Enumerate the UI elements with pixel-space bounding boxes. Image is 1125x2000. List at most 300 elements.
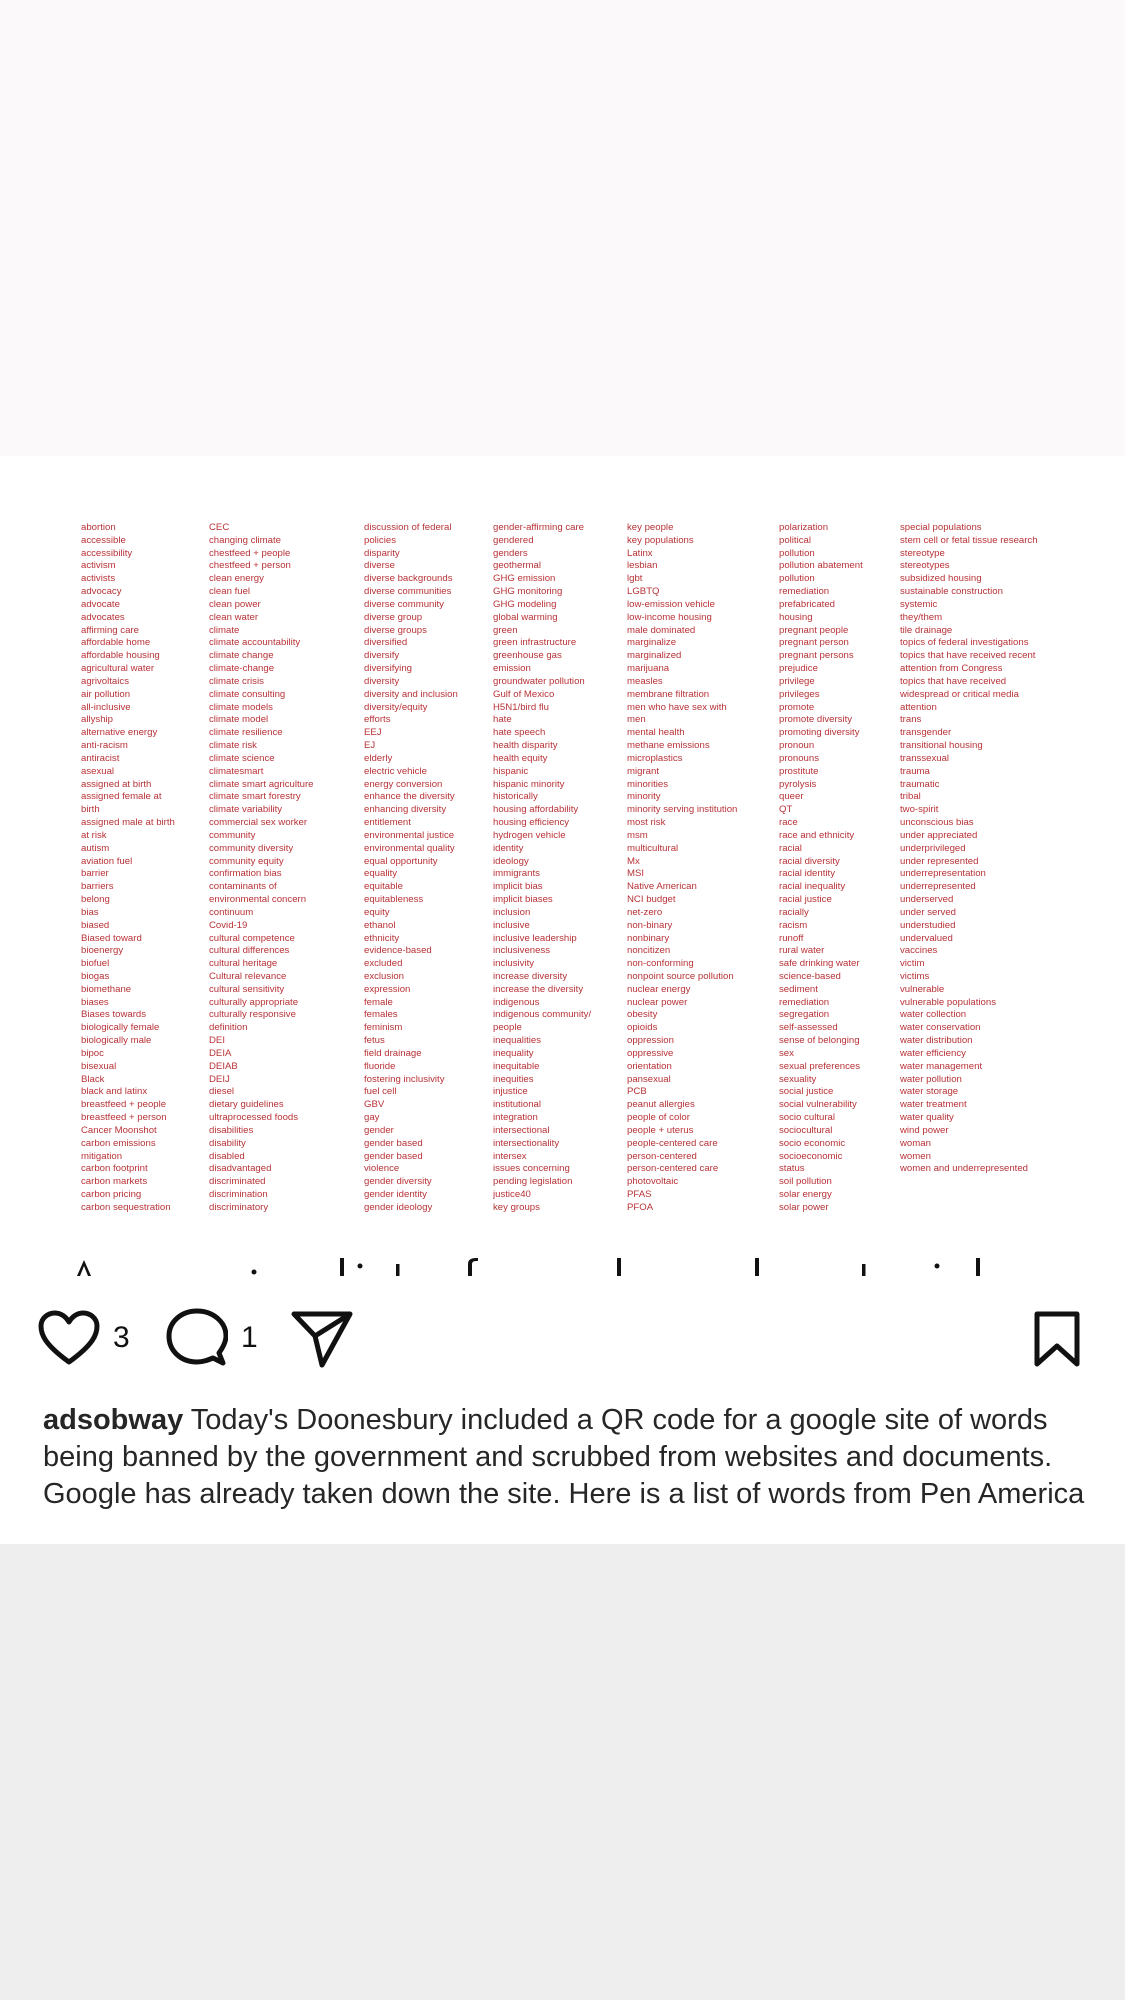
banned-word: non-binary — [627, 919, 673, 931]
banned-word: gendered — [493, 534, 534, 546]
banned-word: socioeconomic — [779, 1150, 843, 1162]
banned-word: PFOA — [627, 1201, 654, 1213]
banned-word: carbon footprint — [81, 1163, 148, 1175]
banned-word: nonpoint source pollution — [627, 970, 734, 982]
banned-word: gender-affirming care — [493, 522, 585, 533]
banned-word: DEI — [209, 1035, 225, 1047]
banned-word: indigenous — [493, 996, 540, 1008]
banned-word: increase diversity — [493, 970, 568, 982]
username-link[interactable]: adsobway — [43, 1404, 184, 1436]
banned-word: advocates — [81, 611, 125, 623]
banned-word: water distribution — [900, 1035, 973, 1047]
banned-word: affirming care — [81, 624, 139, 636]
banned-word: inclusiveness — [493, 945, 551, 957]
banned-word: equal opportunity — [364, 855, 438, 867]
comment-bubble-icon[interactable] — [166, 1308, 228, 1368]
banned-word: continuum — [209, 906, 254, 918]
banned-word: Black — [81, 1073, 105, 1085]
banned-word: sexual preferences — [779, 1060, 861, 1072]
banned-word: key people — [627, 522, 674, 533]
banned-word: photovoltaic — [627, 1176, 679, 1188]
banned-word: racial identity — [779, 868, 835, 880]
banned-word: female — [364, 996, 393, 1008]
banned-word: biomethane — [81, 983, 132, 995]
banned-word: equitableness — [364, 894, 424, 906]
banned-word: racial justice — [779, 894, 832, 906]
banned-word: key groups — [493, 1201, 540, 1213]
banned-word: queer — [779, 791, 804, 803]
banned-word: housing efficiency — [493, 817, 570, 829]
banned-word: issues concerning — [493, 1163, 570, 1175]
banned-word: underprivileged — [900, 842, 966, 854]
banned-word: marijuana — [627, 663, 670, 675]
banned-word: institutional — [493, 1099, 541, 1111]
banned-word: DEIJ — [209, 1073, 230, 1085]
banned-word: environmental concern — [209, 894, 307, 906]
banned-word: housing — [779, 611, 813, 623]
banned-word: mental health — [627, 727, 685, 739]
banned-word: promote diversity — [779, 714, 853, 726]
banned-word: activism — [81, 560, 116, 572]
banned-word: self-assessed — [779, 1022, 838, 1034]
word-column-6 — [779, 522, 863, 1215]
word-column-7 — [900, 522, 1038, 1176]
banned-word: biased — [81, 919, 110, 931]
caption-text: Today's Doonesbury included a QR code for a google site of words being banned by the government and scrubbed from websites and documents. Google has already taken down the site. Here is a list of words from Pen America — [43, 1404, 1085, 1510]
banned-word: carbon pricing — [81, 1189, 142, 1201]
banned-word: cultural differences — [209, 945, 290, 957]
banned-word: ethnicity — [364, 932, 400, 944]
banned-word: GHG emission — [493, 573, 556, 585]
banned-word: H5N1/bird flu — [493, 701, 549, 713]
banned-word: asexual — [81, 765, 115, 777]
banned-word: pronoun — [779, 740, 815, 752]
banned-word: pollution — [779, 573, 815, 585]
banned-word: dietary guidelines — [209, 1099, 284, 1111]
banned-word: affordable housing — [81, 650, 160, 662]
bookmark-icon[interactable] — [1033, 1310, 1081, 1368]
banned-word: LGBTQ — [627, 586, 660, 598]
banned-word: diverse backgrounds — [364, 573, 453, 585]
banned-word: pyrolysis — [779, 778, 817, 790]
banned-word: housing affordability — [493, 804, 579, 816]
banned-word: non-conforming — [627, 958, 694, 970]
banned-word: greenhouse gas — [493, 650, 562, 662]
banned-word: genders — [493, 547, 528, 559]
banned-word: political — [779, 534, 811, 546]
banned-word: men — [627, 714, 646, 726]
paper-plane-icon[interactable] — [290, 1309, 354, 1369]
banned-word: bisexual — [81, 1060, 117, 1072]
banned-word: sense of belonging — [779, 1035, 860, 1047]
banned-word: nuclear energy — [627, 983, 691, 995]
banned-word: all-inclusive — [81, 701, 131, 713]
banned-word: systemic — [900, 598, 938, 610]
banned-word: inclusive leadership — [493, 932, 577, 944]
banned-word: gender — [364, 1124, 394, 1136]
banned-word: victim — [900, 958, 925, 970]
like-count: 3 — [113, 1321, 130, 1354]
banned-word: climate resilience — [209, 727, 283, 739]
banned-word: discussion of federal — [364, 522, 452, 533]
banned-word: nonbinary — [627, 932, 670, 944]
banned-word: Cultural relevance — [209, 970, 287, 982]
banned-word: climate smart agriculture — [209, 778, 314, 790]
banned-word: assigned at birth — [81, 778, 152, 790]
banned-word: biofuel — [81, 958, 110, 970]
banned-word: remediation — [779, 586, 830, 598]
banned-word: topics that have received — [900, 675, 1007, 687]
banned-word: climate change — [209, 650, 274, 662]
banned-word: assigned male at birth — [81, 817, 175, 829]
banned-word: contaminants of — [209, 881, 277, 893]
banned-word: advocacy — [81, 586, 122, 598]
banned-word: most risk — [627, 817, 666, 829]
banned-word: hispanic minority — [493, 778, 565, 790]
banned-word: microplastics — [627, 752, 683, 764]
banned-word: violence — [364, 1163, 400, 1175]
banned-word: pregnant people — [779, 624, 849, 636]
banned-word: mitigation — [81, 1150, 123, 1162]
banned-word: anti-racism — [81, 740, 128, 752]
banned-word: agrivoltaics — [81, 675, 129, 687]
banned-word: Latinx — [627, 547, 653, 559]
banned-word: inequality — [493, 1047, 534, 1059]
banned-word: understudied — [900, 919, 956, 931]
banned-word: hate — [493, 714, 512, 726]
banned-word: efforts — [364, 714, 391, 726]
banned-word: undervalued — [900, 932, 953, 944]
banned-word: lesbian — [627, 560, 658, 572]
banned-word: agricultural water — [81, 663, 155, 675]
banned-word: ethanol — [364, 919, 396, 931]
banned-word: soil pollution — [779, 1176, 832, 1188]
banned-word: barrier — [81, 868, 109, 880]
banned-word: allyship — [81, 714, 113, 726]
banned-word: pollution abatement — [779, 560, 863, 572]
banned-word: GBV — [364, 1099, 385, 1111]
banned-word: gender based — [364, 1150, 423, 1162]
banned-word: they/them — [900, 611, 943, 623]
banned-word: topics that have received recent — [900, 650, 1036, 662]
banned-word: water conservation — [900, 1022, 981, 1034]
banned-word: pregnant person — [779, 637, 849, 649]
banned-word: climate smart forestry — [209, 791, 301, 803]
banned-word: oppression — [627, 1035, 674, 1047]
banned-word: discriminatory — [209, 1201, 269, 1213]
banned-word: gender diversity — [364, 1176, 432, 1188]
banned-word: fuel cell — [364, 1086, 397, 1098]
banned-word: disabilities — [209, 1124, 254, 1136]
banned-word: transitional housing — [900, 740, 983, 752]
banned-word: biologically male — [81, 1035, 152, 1047]
word-column-4 — [493, 522, 591, 1215]
banned-word: breastfeed + person — [81, 1112, 167, 1124]
banned-word: obesity — [627, 1009, 658, 1021]
banned-word: alternative energy — [81, 727, 158, 739]
banned-word: gender ideology — [364, 1201, 433, 1213]
banned-word: diesel — [209, 1086, 235, 1098]
banned-word: remediation — [779, 996, 830, 1008]
banned-word: socio cultural — [779, 1112, 835, 1124]
banned-word: men who have sex with — [627, 701, 727, 713]
banned-word: exclusion — [364, 970, 404, 982]
banned-word: water pollution — [900, 1073, 962, 1085]
banned-word: biologically female — [81, 1022, 160, 1034]
banned-word: segregation — [779, 1009, 830, 1021]
banned-word: inclusion — [493, 906, 531, 918]
banned-word: tribal — [900, 791, 921, 803]
banned-word: bias — [81, 906, 99, 918]
banned-word: sustainable construction — [900, 586, 1003, 598]
banned-word: intersectional — [493, 1124, 550, 1136]
banned-word: integration — [493, 1112, 538, 1124]
banned-word: climate variability — [209, 804, 283, 816]
banned-word: inclusive — [493, 919, 530, 931]
banned-word: sociocultural — [779, 1124, 833, 1136]
banned-word: definition — [209, 1022, 248, 1034]
banned-word: QT — [779, 804, 793, 816]
banned-word: migrant — [627, 765, 659, 777]
banned-word: GHG monitoring — [493, 586, 563, 598]
banned-word: discrimination — [209, 1189, 268, 1201]
banned-word: bioenergy — [81, 945, 124, 957]
word-column-3 — [364, 522, 458, 1215]
banned-word: environmental quality — [364, 842, 455, 854]
banned-word: policies — [364, 534, 396, 546]
banned-word: disparity — [364, 547, 400, 559]
banned-word: racial — [779, 842, 802, 854]
banned-word: birth — [81, 804, 100, 816]
banned-word: PFAS — [627, 1189, 652, 1201]
word-column-1 — [81, 522, 175, 1215]
banned-word: breastfeed + people — [81, 1099, 167, 1111]
banned-word: underrepresentation — [900, 868, 986, 880]
banned-word: discriminated — [209, 1176, 266, 1188]
banned-word: water quality — [900, 1112, 954, 1124]
post-action-bar — [0, 1276, 1125, 1402]
banned-word: equitable — [364, 881, 403, 893]
banned-word: attention from Congress — [900, 663, 1003, 675]
banned-word: sex — [779, 1047, 794, 1059]
banned-word: under served — [900, 906, 956, 918]
banned-word: noncitizen — [627, 945, 671, 957]
banned-word: polarization — [779, 522, 829, 533]
banned-word: Biases towards — [81, 1009, 147, 1021]
banned-word: advocate — [81, 598, 120, 610]
banned-word: PCB — [627, 1086, 647, 1098]
banned-word: male dominated — [627, 624, 696, 636]
banned-word: immigrants — [493, 868, 540, 880]
banned-word: clean water — [209, 611, 259, 623]
banned-word: inequitable — [493, 1060, 540, 1072]
banned-word: green infrastructure — [493, 637, 577, 649]
banned-word: health equity — [493, 752, 548, 764]
banned-word: social vulnerability — [779, 1099, 857, 1111]
banned-word: person-centered care — [627, 1163, 719, 1175]
banned-word: community diversity — [209, 842, 294, 854]
banned-word: fluoride — [364, 1060, 396, 1072]
banned-word: climate risk — [209, 740, 257, 752]
banned-word: climate model — [209, 714, 269, 726]
banned-word: climate-change — [209, 663, 275, 675]
banned-word: key populations — [627, 534, 694, 546]
banned-word: biogas — [81, 970, 110, 982]
banned-word: changing climate — [209, 534, 281, 546]
banned-word: person-centered — [627, 1150, 697, 1162]
banned-word: elderly — [364, 752, 393, 764]
banned-word: marginalize — [627, 637, 677, 649]
banned-word: race — [779, 817, 798, 829]
banned-word: pregnant persons — [779, 650, 854, 662]
banned-word: disability — [209, 1137, 246, 1149]
banned-word: chestfeed + person — [209, 560, 291, 572]
banned-word: Gulf of Mexico — [493, 688, 555, 700]
banned-word: prefabricated — [779, 598, 835, 610]
banned-word: topics of federal investigations — [900, 637, 1029, 649]
banned-word: people + uterus — [627, 1124, 694, 1136]
banned-word: methane emissions — [627, 740, 710, 752]
banned-word: diversity — [364, 675, 400, 687]
banned-word: diverse groups — [364, 624, 427, 636]
banned-word: victims — [900, 970, 930, 982]
banned-word: peanut allergies — [627, 1099, 695, 1111]
post-image[interactable] — [0, 456, 1125, 1276]
banned-word: rural water — [779, 945, 825, 957]
post-caption — [0, 1402, 1125, 1544]
banned-word: EEJ — [364, 727, 382, 739]
banned-word: climate science — [209, 752, 275, 764]
banned-word: membrane filtration — [627, 688, 710, 700]
banned-word: fostering inclusivity — [364, 1073, 445, 1085]
banned-word: marginalized — [627, 650, 682, 662]
banned-word: diversity/equity — [364, 701, 428, 713]
word-column-2 — [209, 522, 314, 1215]
banned-word: ultraprocessed foods — [209, 1112, 299, 1124]
banned-word: racism — [779, 919, 808, 931]
banned-word: people-centered care — [627, 1137, 718, 1149]
banned-word: racially — [779, 906, 809, 918]
banned-word: water collection — [900, 1009, 967, 1021]
banned-word: clean fuel — [209, 586, 251, 598]
banned-word: implicit bias — [493, 881, 543, 893]
banned-word: privileges — [779, 688, 820, 700]
banned-word: vulnerable — [900, 983, 945, 995]
banned-word: sediment — [779, 983, 818, 995]
banned-word: equity — [364, 906, 390, 918]
banned-word: pending legislation — [493, 1176, 573, 1188]
banned-word: clean energy — [209, 573, 264, 585]
banned-word: groundwater pollution — [493, 675, 585, 687]
banned-word: minority serving institution — [627, 804, 738, 816]
banned-word: attention — [900, 701, 937, 713]
banned-word: emission — [493, 663, 531, 675]
banned-word: two-spirit — [900, 804, 939, 816]
banned-word: accessibility — [81, 547, 133, 559]
banned-word: msm — [627, 829, 648, 841]
banned-word: lgbt — [627, 573, 643, 585]
banned-word: implicit biases — [493, 894, 553, 906]
banned-word: carbon sequestration — [81, 1201, 171, 1213]
banned-word: biases — [81, 996, 109, 1008]
banned-word: women and underrepresented — [900, 1163, 1029, 1175]
banned-word: transgender — [900, 727, 952, 739]
banned-word: DEIA — [209, 1047, 232, 1059]
banned-word: orientation — [627, 1060, 672, 1072]
banned-word: pollution — [779, 547, 815, 559]
banned-word: hate speech — [493, 727, 546, 739]
banned-word: injustice — [493, 1086, 528, 1098]
banned-word: diversified — [364, 637, 408, 649]
banned-word: climate models — [209, 701, 273, 713]
banned-word: Covid-19 — [209, 919, 248, 931]
banned-word: climatesmart — [209, 765, 264, 777]
banned-word: unconscious bias — [900, 817, 974, 829]
banned-word: prejudice — [779, 663, 818, 675]
banned-word: measles — [627, 675, 663, 687]
banned-word: NCI budget — [627, 894, 676, 906]
banned-word: water efficiency — [900, 1047, 966, 1059]
banned-word: evidence-based — [364, 945, 432, 957]
banned-word: solar energy — [779, 1189, 832, 1201]
banned-word: race and ethnicity — [779, 829, 855, 841]
banned-word: excluded — [364, 958, 403, 970]
banned-word: enhance the diversity — [364, 791, 455, 803]
banned-word: identity — [493, 842, 524, 854]
banned-word: feminism — [364, 1022, 403, 1034]
banned-word: pronouns — [779, 752, 820, 764]
banned-word: racial diversity — [779, 855, 840, 867]
banned-word: green — [493, 624, 518, 636]
banned-word: racial inequality — [779, 881, 846, 893]
banned-word: historically — [493, 791, 538, 803]
banned-word: under appreciated — [900, 829, 978, 841]
banned-word: wind power — [900, 1124, 949, 1136]
word-column-5 — [627, 522, 737, 1215]
banned-word: field drainage — [364, 1047, 422, 1059]
banned-word: cultural competence — [209, 932, 295, 944]
banned-word: multicultural — [627, 842, 679, 854]
banned-word: health disparity — [493, 740, 558, 752]
banned-word: runoff — [779, 932, 804, 944]
banned-word: water storage — [900, 1086, 959, 1098]
banned-word: electric vehicle — [364, 765, 427, 777]
heart-icon[interactable] — [38, 1310, 100, 1366]
banned-word: vaccines — [900, 945, 938, 957]
banned-word: fetus — [364, 1035, 385, 1047]
banned-word: low-income housing — [627, 611, 712, 623]
banned-word: minorities — [627, 778, 669, 790]
banned-word: socio economic — [779, 1137, 846, 1149]
banned-word: antiracist — [81, 752, 120, 764]
banned-word: status — [779, 1163, 805, 1175]
banned-word: traumatic — [900, 778, 940, 790]
banned-word: intersectionality — [493, 1137, 560, 1149]
banned-word: subsidized housing — [900, 573, 982, 585]
banned-word: aviation fuel — [81, 855, 133, 867]
banned-word: under represented — [900, 855, 979, 867]
banned-word: underserved — [900, 894, 954, 906]
banned-word: privilege — [779, 675, 815, 687]
banned-word: disadvantaged — [209, 1163, 272, 1175]
banned-word: water management — [900, 1060, 983, 1072]
banned-word: black and latinx — [81, 1086, 148, 1098]
banned-word: nuclear power — [627, 996, 688, 1008]
banned-word: autism — [81, 842, 110, 854]
banned-word: climate accountability — [209, 637, 301, 649]
banned-word: cultural heritage — [209, 958, 278, 970]
banned-word: enhancing diversity — [364, 804, 447, 816]
